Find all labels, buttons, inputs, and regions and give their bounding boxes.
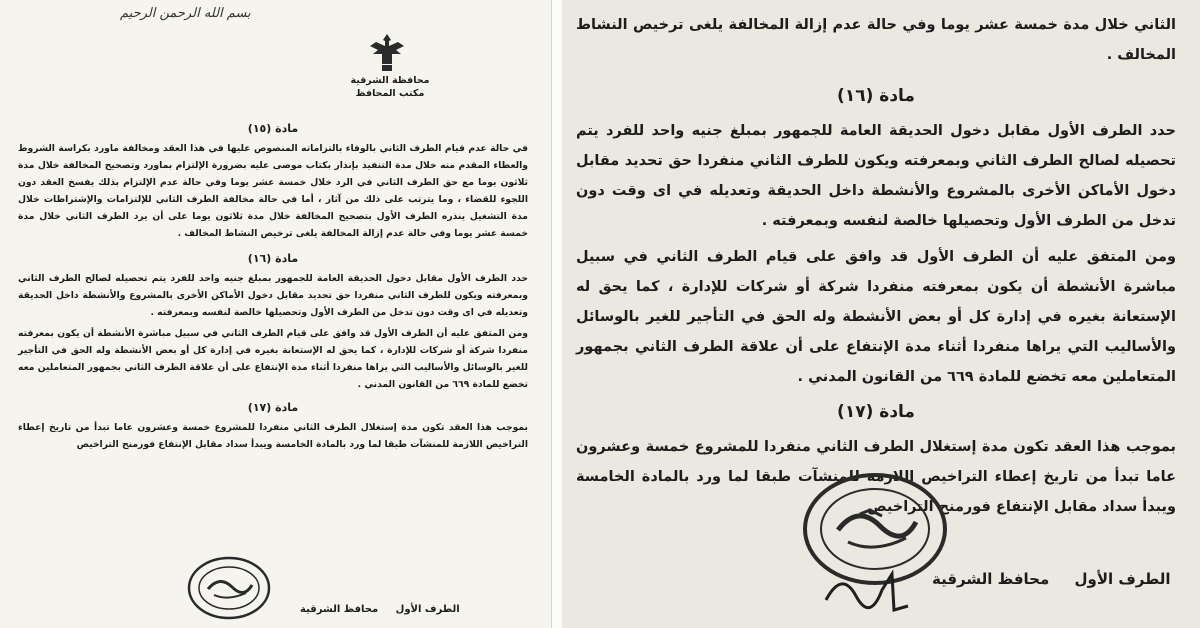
- article-16-text-a: حدد الطرف الأول مقابل دخول الحديقة العامة للجمهور بمبلغ جنيه واحد للفرد يتم تحصيله لصالح الطرف الثاني وبمعرفته ويكون للطرف الثاني منفردا حق تحديد مقابل دخول الأماكن الأخرى بالمشروع والأنشطة داخل الحديقة وتعديله في اى وقت دون تدخل من الطرف الأول وتحصيلها خالصة لنفسه وبمعرفته .: [18, 273, 528, 318]
- article-15-text: في حالة عدم قيام الطرف الثاني بالوفاء بالتزاماته المنصوص عليها في هذا العقد ومخالفة ماورد بكراسة الشروط والعطاء المقدم منه خلال مدة التنفيذ بإنذار بكتاب موصى عليه بضرورة الإلتزام بماورد وتصحيح المخالفة خلال مدة ثلاثون يوما مع حق الطرف الثاني في الرد خلال خمسة عشر يوما وفي حالة عدم الإلتزام بذلك يفسخ العقد دون اللجوء للقضاء ، وما يترتب على ذلك من آثار ، أما في حالة مخالفة الطرف الثاني للإلتزامات والإشتراطات خلال مدة التشغيل ينذره الطرف الأول بتصحيح المخالفة خلال مدة ثلاثون يوما على أن يرد الطرف الثاني خلال مدة خمسة عشر يوما وفي حالة عدم إزالة المخالفة يلغى ترخيص النشاط المخالف .: [18, 143, 528, 239]
- right-signature-label: الطرف الأول محافظ الشرقية: [932, 570, 1171, 588]
- article-15-heading: مادة (١٥): [247, 122, 299, 135]
- office-name: محافظة الشرقية: [350, 75, 430, 86]
- right-article-16-text-a: حدد الطرف الأول مقابل دخول الحديقة العامة للجمهور بمبلغ جنيه واحد للفرد يتم تحصيله لصالح الطرف الثاني وبمعرفته ويكون للطرف الثاني منفردا حق تحديد مقابل دخول الأماكن الأخرى بالمشروع والأنشطة داخل الحديقة وتعديله في اى وقت دون تدخل من الطرف الأول وتحصيلها خالصة لنفسه وبمعرفته .: [576, 123, 1176, 229]
- right-body: [576, 10, 1176, 522]
- office-name-block: [340, 74, 440, 100]
- right-article-17-text: بموجب هذا العقد تكون مدة إستغلال الطرف الثاني منفردا للمشروع خمسة وعشرون عاما تبدأ من تاريخ إعطاء التراخيص اللازمة للمنشآت طبقا لما ورد بالمادة الخامسة ويبدأ سداد مقابل الإنتفاع فورمنح التراخيص: [576, 439, 1176, 515]
- page-gap: [552, 0, 562, 628]
- basmala-header: بسم الله الرحمن الرحيم: [120, 6, 251, 21]
- official-seal-stamp: [186, 555, 272, 621]
- right-article-16-heading: مادة (١٦): [837, 86, 915, 106]
- signature-label: الطرف الأول محافظ الشرقية: [300, 604, 460, 615]
- right-article-17-heading: مادة (١٧): [837, 402, 915, 422]
- office-subtitle: مكتب المحافظ: [355, 88, 425, 99]
- article-16-text-b: ومن المتفق عليه أن الطرف الأول قد وافق على قيام الطرف الثاني في سبيل مباشرة الأنشطة أن يكون بمعرفته منفردا شركة أو شركات للإدارة ، كما يحق له الإستعانة بغيره في إدارة كل أو بعض الأنشطة وله الحق في التأجير للغير بالوسائل والأساليب التي يراها منفردا أثناء مدة الإنتفاع على أن علاقة الطرف الثاني بجمهور المتعاملين معه تخضع للمادة ٦٦٩ من القانون المدني .: [18, 328, 528, 390]
- eagle-emblem-icon: [368, 32, 406, 74]
- handwritten-signature: [822, 560, 912, 622]
- right-top-text: الثاني خلال مدة خمسة عشر يوما وفي حالة عدم إزالة المخالفة يلغى ترخيص النشاط المخالف .: [576, 17, 1176, 63]
- article-17-heading: مادة (١٧): [247, 401, 299, 414]
- right-article-16-text-b: ومن المتفق عليه أن الطرف الأول قد وافق على قيام الطرف الثاني في سبيل مباشرة الأنشطة أن يكون بمعرفته منفردا شركة أو شركات للإدارة ، كما يحق له الإستعانة بغيره في إدارة كل أو بعض الأنشطة وله الحق في التأجير للغير بالوسائل والأساليب التي يراها منفردا أثناء مدة الإنتفاع على أن علاقة الطرف الثاني بجمهور المتعاملين معه تخضع للمادة ٦٦٩ من القانون المدني .: [576, 249, 1176, 385]
- article-16-heading: مادة (١٦): [247, 252, 299, 265]
- article-17-text: بموجب هذا العقد تكون مدة إستغلال الطرف الثاني منفردا للمشروع خمسة وعشرون عاما تبدأ من تاريخ إعطاء التراخيص اللازمة للمنشآت طبقا لما ورد بالمادة الخامسة ويبدأ سداد مقابل الإنتفاع فورمنح التراخيص: [18, 422, 528, 450]
- document-page-right: [562, 0, 1200, 628]
- document-page-left: [0, 0, 552, 628]
- left-body: [18, 118, 528, 453]
